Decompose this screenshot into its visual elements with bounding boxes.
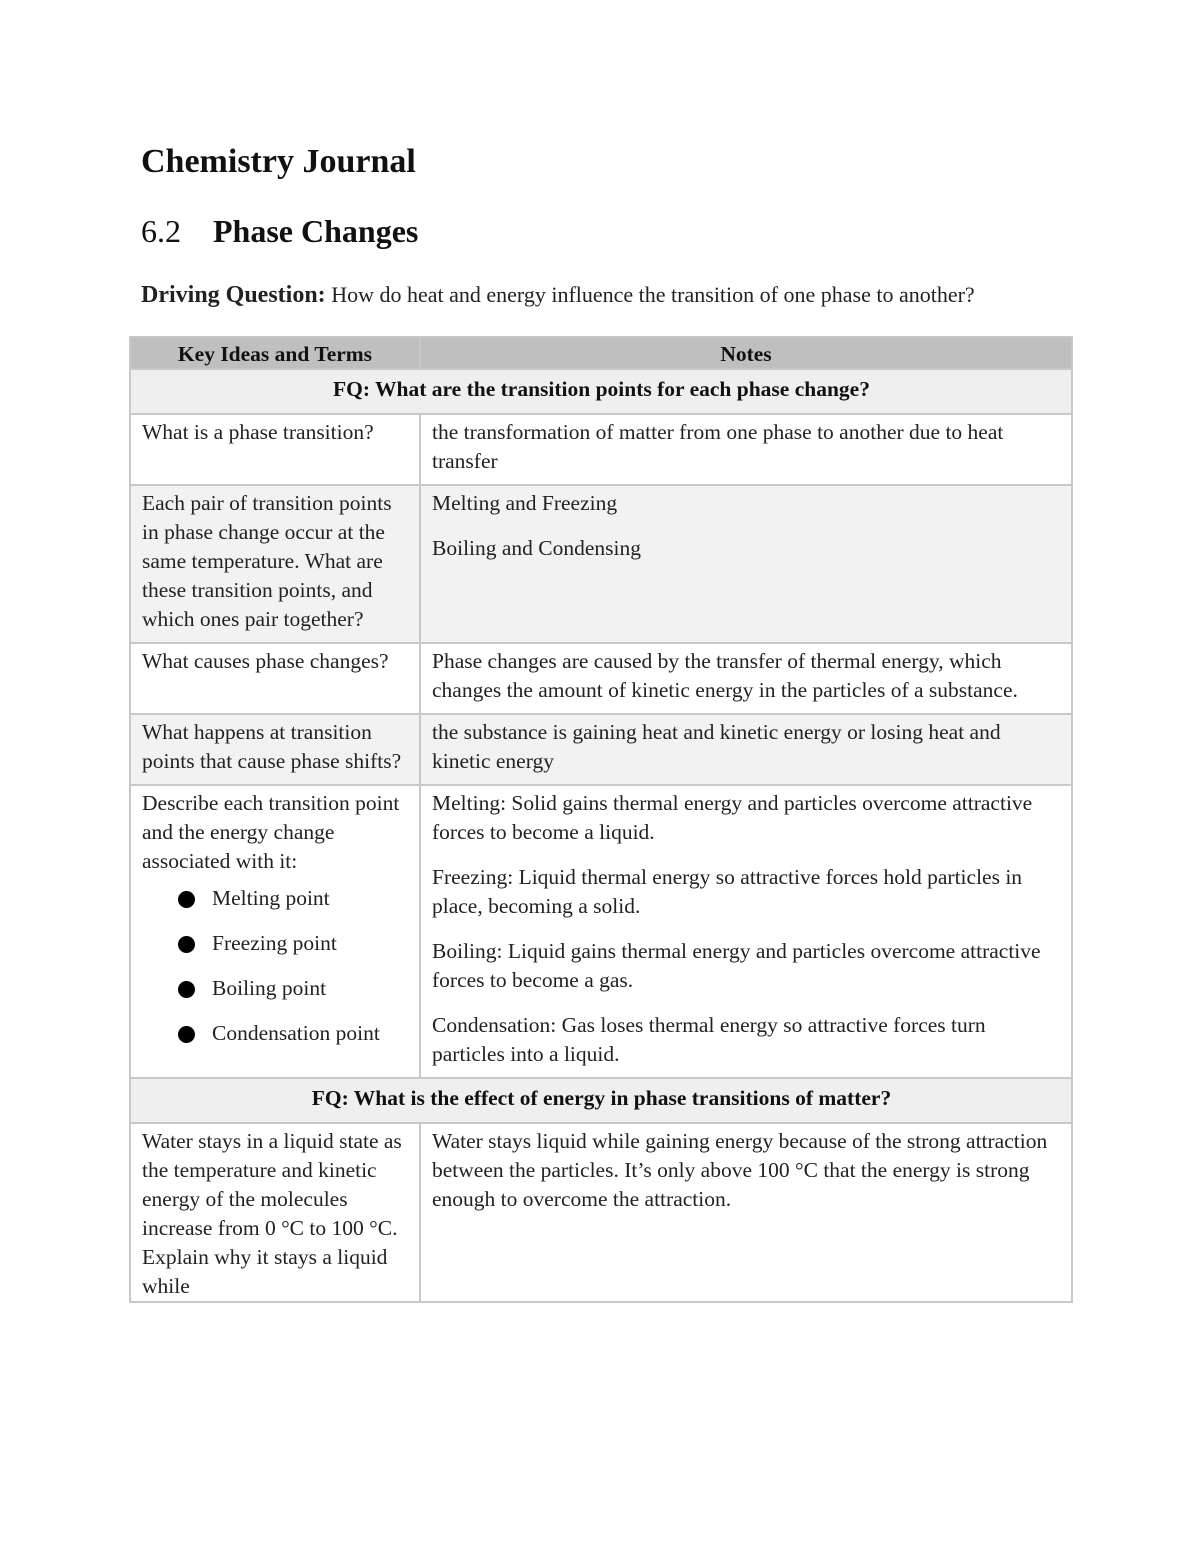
key-idea-cell: What causes phase changes?: [130, 643, 420, 714]
bullet-icon: [178, 936, 195, 953]
section-number: 6.2: [141, 213, 181, 249]
table-row: [130, 414, 1072, 485]
note-text: Condensation: Gas loses thermal energy so attractive forces turn particles into a liquid.: [432, 1013, 986, 1066]
driving-question-label: Driving Question:: [141, 282, 326, 308]
section-heading: [141, 211, 418, 251]
notes-cell: [420, 1123, 1072, 1302]
list-item: [178, 974, 409, 1003]
notes-cell: [420, 414, 1072, 485]
table-header-row: [130, 337, 1072, 369]
focus-question-2: FQ: What is the effect of energy in phase transitions of matter?: [130, 1078, 1072, 1123]
note-text: Boiling and Condensing: [432, 536, 642, 560]
key-idea-cell: What happens at transition points that cause phase shifts?: [130, 714, 420, 785]
list-item-label: Condensation point: [212, 1021, 380, 1045]
header-key-ideas: Key Ideas and Terms: [130, 337, 420, 369]
transition-point-list: [142, 884, 409, 1048]
key-idea-cell: What is a phase transition?: [130, 414, 420, 485]
list-item-label: Boiling point: [212, 976, 327, 1000]
key-idea-text: Describe each transition point and the energy change associated with it:: [142, 791, 400, 873]
list-item: [178, 1019, 409, 1048]
note-text: Melting: Solid gains thermal energy and particles overcome attractive forces to become a liquid.: [432, 791, 1033, 844]
focus-question-1: FQ: What are the transition points for each phase change?: [130, 369, 1072, 414]
note-text: Boiling: Liquid gains thermal energy and particles overcome attractive forces to become a gas.: [432, 939, 1041, 992]
bullet-icon: [178, 981, 195, 998]
note-text: the transformation of matter from one phase to another due to heat transfer: [432, 420, 1004, 473]
table-row: [130, 485, 1072, 643]
focus-question-row: [130, 1078, 1072, 1123]
list-item: [178, 929, 409, 958]
key-idea-cell: Water stays in a liquid state as the temperature and kinetic energy of the molecules increase from 0 °C to 100 °C. Explain why it stays a liquid while: [130, 1123, 420, 1302]
list-item: [178, 884, 409, 913]
table-row: [130, 1123, 1072, 1302]
list-item-label: Freezing point: [212, 931, 337, 955]
bullet-icon: [178, 891, 195, 908]
key-idea-cell: Each pair of transition points in phase change occur at the same temperature. What are these transition points, and which ones pair together?: [130, 485, 420, 643]
note-text: Freezing: Liquid thermal energy so attractive forces hold particles in place, becoming a solid.: [432, 865, 1023, 918]
header-notes: Notes: [420, 337, 1072, 369]
bullet-icon: [178, 1026, 195, 1043]
focus-question-row: [130, 369, 1072, 414]
list-item-label: Melting point: [212, 886, 330, 910]
notes-table: [129, 336, 1073, 1303]
notes-cell: [420, 785, 1072, 1078]
notes-cell: [420, 643, 1072, 714]
notes-cell: [420, 714, 1072, 785]
section-title: Phase Changes: [213, 213, 419, 249]
note-text: the substance is gaining heat and kinetic energy or losing heat and kinetic energy: [432, 720, 1001, 773]
note-text: Phase changes are caused by the transfer of thermal energy, which changes the amount of kinetic energy in the particles of a substance.: [432, 649, 1018, 702]
table-row: [130, 714, 1072, 785]
table-row: [130, 643, 1072, 714]
driving-question: [141, 280, 975, 310]
key-idea-cell: [130, 785, 420, 1078]
driving-question-text: How do heat and energy influence the transition of one phase to another?: [325, 282, 975, 307]
table-row: [130, 785, 1072, 1078]
notes-cell: [420, 485, 1072, 643]
note-text: Melting and Freezing: [432, 491, 618, 515]
journal-title: Chemistry Journal: [141, 143, 416, 180]
note-text: Water stays liquid while gaining energy because of the strong attraction between the particles. It’s only above 100 °C that the energy is strong enough to overcome the attraction.: [432, 1129, 1048, 1211]
